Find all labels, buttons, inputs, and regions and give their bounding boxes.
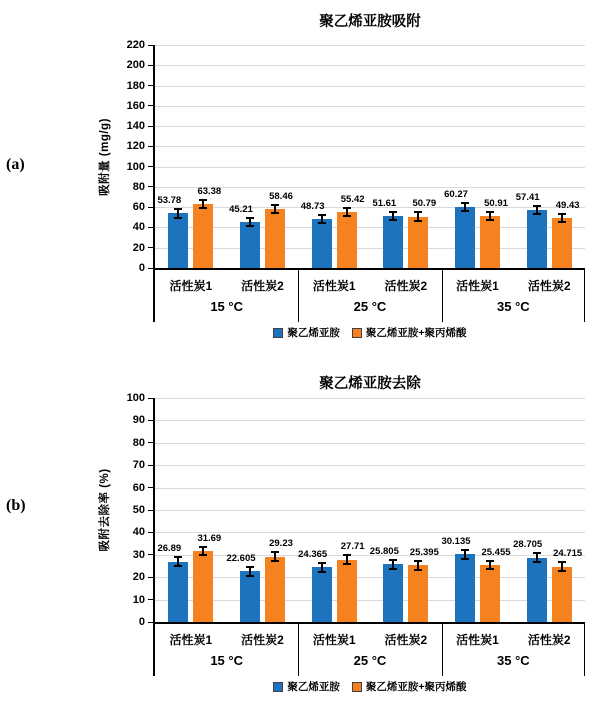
gridline <box>155 227 585 228</box>
category-label: 活性炭1 <box>312 279 356 293</box>
temperature-group-label: 35 °C <box>496 299 530 314</box>
bar-series1 <box>455 554 475 622</box>
error-bar-cap-bottom <box>199 207 207 209</box>
error-bar-cap-bottom <box>558 221 566 223</box>
y-axis-tick-label: 20 <box>132 571 145 584</box>
error-bar-cap-bottom <box>533 561 541 563</box>
error-bar-cap-bottom <box>414 569 422 571</box>
bar-series1 <box>527 210 547 268</box>
error-bar-cap-bottom <box>246 225 254 227</box>
category-separator <box>298 624 299 676</box>
error-bar-cap-bottom <box>461 558 469 560</box>
series1-legend-label: 聚乙烯亚胺 <box>287 327 340 339</box>
gridline <box>155 510 585 511</box>
y-axis-tick <box>148 186 153 187</box>
bar-series1 <box>383 216 403 268</box>
error-bar-cap-bottom <box>414 220 422 222</box>
bar-series1 <box>312 219 332 268</box>
bar-series2 <box>408 217 428 268</box>
y-axis-tick-label: 220 <box>126 39 145 51</box>
error-bar-cap-bottom <box>318 222 326 224</box>
bar-value-label: 53.78 <box>157 195 182 207</box>
error-bar-cap-top <box>533 205 541 207</box>
y-axis-tick <box>148 85 153 86</box>
gridline <box>155 600 585 601</box>
bar-series1 <box>312 567 332 622</box>
y-axis-tick-label: 80 <box>132 436 145 449</box>
error-bar-cap-bottom <box>174 217 182 219</box>
temperature-group-label: 15 °C <box>210 653 243 668</box>
chart-removal-plot-area <box>153 398 585 624</box>
error-bar-cap-top <box>389 211 397 213</box>
gridline <box>155 167 585 168</box>
category-separator <box>584 624 585 676</box>
bar-value-label: 63.38 <box>197 185 222 197</box>
y-axis-tick-label: 100 <box>126 160 145 173</box>
bar-value-label: 26.89 <box>157 543 182 555</box>
panel-b-label: (b) <box>6 497 26 514</box>
bar-value-label: 29.23 <box>269 538 293 550</box>
bar-value-label: 30.135 <box>441 536 471 548</box>
error-bar-cap-bottom <box>558 570 566 572</box>
y-axis-tick <box>148 126 153 127</box>
error-bar-cap-top <box>174 556 182 558</box>
temperature-group-label: 35 °C <box>496 653 530 668</box>
error-bar-cap-top <box>318 562 326 564</box>
y-axis-tick-label: 10 <box>132 593 145 606</box>
series2-legend-label: 聚乙烯亚胺+聚丙烯酸 <box>365 327 467 339</box>
gridline <box>155 126 585 127</box>
y-axis-tick-label: 30 <box>132 548 145 561</box>
gridline <box>155 398 585 399</box>
y-axis-tick-label: 20 <box>132 241 145 254</box>
bar-value-label: 28.705 <box>513 539 543 551</box>
error-bar-cap-top <box>318 214 326 216</box>
bar-series1 <box>383 564 403 622</box>
y-axis-tick <box>148 465 153 466</box>
gridline <box>155 488 585 489</box>
error-bar-cap-bottom <box>343 215 351 217</box>
error-bar-cap-top <box>389 559 397 561</box>
gridline <box>155 86 585 87</box>
y-axis-tick-label: 160 <box>126 99 145 112</box>
bar-value-label: 55.42 <box>340 193 365 205</box>
bar-series2 <box>337 560 357 622</box>
y-axis-tick-label: 60 <box>132 201 145 214</box>
category-label: 活性炭2 <box>241 633 284 647</box>
bar-series1 <box>240 222 260 268</box>
error-bar-cap-top <box>414 560 422 562</box>
legend-item-series1 <box>273 679 340 694</box>
y-axis-tick-label: 40 <box>132 221 145 234</box>
category-label: 活性炭2 <box>241 279 284 293</box>
gridline <box>155 420 585 421</box>
bar-series1 <box>455 207 475 268</box>
bar-value-label: 60.27 <box>444 188 468 200</box>
error-bar-cap-bottom <box>486 568 494 570</box>
bar-value-label: 31.69 <box>197 532 222 544</box>
bar-series2 <box>337 212 357 268</box>
chart-removal-y-axis-title: 吸附去除率 (%) <box>99 468 111 552</box>
error-bar-cap-bottom <box>271 560 279 562</box>
y-axis-tick <box>148 599 153 600</box>
bar-value-label: 51.61 <box>372 197 397 209</box>
gridline <box>155 65 585 66</box>
y-axis-tick-label: 80 <box>132 180 145 193</box>
error-bar-cap-bottom <box>199 554 207 556</box>
category-label: 活性炭2 <box>384 279 428 293</box>
gridline <box>155 207 585 208</box>
bar-series1 <box>168 213 188 268</box>
chart-adsorption <box>0 0 600 350</box>
series1-legend-label: 聚乙烯亚胺 <box>287 681 340 693</box>
error-bar-cap-bottom <box>174 565 182 567</box>
error-bar-cap-top <box>246 566 254 568</box>
bar-value-label: 25.805 <box>369 545 399 557</box>
category-separator <box>584 270 585 322</box>
error-bar-cap-top <box>558 213 566 215</box>
gridline <box>155 465 585 466</box>
category-separator <box>442 270 443 322</box>
y-axis-tick-label: 0 <box>138 262 145 274</box>
gridline <box>155 443 585 444</box>
y-axis-tick <box>148 268 153 269</box>
y-axis-tick-label: 0 <box>138 616 145 628</box>
y-axis-tick <box>148 510 153 511</box>
error-bar-cap-bottom <box>343 563 351 565</box>
y-axis-tick-label: 120 <box>126 140 145 153</box>
error-bar-cap-top <box>246 217 254 219</box>
error-bar-cap-top <box>486 211 494 213</box>
bar-value-label: 50.79 <box>412 198 437 210</box>
error-bar-cap-bottom <box>533 213 541 215</box>
error-bar-cap-top <box>174 208 182 210</box>
series1-swatch <box>273 328 283 338</box>
category-label: 活性炭2 <box>527 279 571 293</box>
error-bar-cap-bottom <box>461 210 469 212</box>
series2-swatch <box>352 682 362 692</box>
legend-item-series2 <box>352 325 467 340</box>
bar-series2 <box>265 209 285 268</box>
y-axis-tick-label: 200 <box>126 59 145 72</box>
category-separator <box>153 270 155 322</box>
gridline <box>155 45 585 46</box>
y-axis-tick <box>148 487 153 488</box>
y-axis-tick-label: 90 <box>132 414 145 427</box>
error-bar-cap-bottom <box>389 219 397 221</box>
error-bar-cap-top <box>486 560 494 562</box>
gridline <box>155 248 585 249</box>
y-axis-tick-label: 140 <box>126 120 145 133</box>
error-bar-cap-bottom <box>389 568 397 570</box>
error-bar-cap-top <box>199 199 207 201</box>
y-axis-tick-label: 40 <box>132 526 145 539</box>
panel-a-label: (a) <box>6 156 25 173</box>
bar-value-label: 57.41 <box>515 191 540 203</box>
legend-item-series2 <box>352 679 467 694</box>
error-bar-cap-top <box>533 552 541 554</box>
y-axis-tick-label: 70 <box>132 459 145 472</box>
y-axis-tick-label: 180 <box>126 79 145 92</box>
bar-series2 <box>480 216 500 268</box>
error-bar-cap-top <box>343 207 351 209</box>
y-axis-tick <box>148 532 153 533</box>
bar-series2 <box>480 565 500 622</box>
bar-series2 <box>193 204 213 268</box>
bar-value-label: 22.605 <box>226 552 256 564</box>
y-axis-tick <box>148 398 153 399</box>
error-bar-cap-top <box>558 561 566 563</box>
y-axis-tick <box>148 554 153 555</box>
error-bar-cap-bottom <box>318 571 326 573</box>
chart-adsorption-y-axis-title: 吸附量 (mg/g) <box>99 118 111 196</box>
y-axis-tick <box>148 577 153 578</box>
series1-swatch <box>273 682 283 692</box>
bar-series2 <box>193 551 213 622</box>
temperature-group-label: 15 °C <box>210 299 243 314</box>
y-axis-tick <box>148 166 153 167</box>
bar-value-label: 45.21 <box>229 204 253 216</box>
error-bar-cap-top <box>414 211 422 213</box>
error-bar-cap-top <box>271 551 279 553</box>
y-axis-tick <box>148 622 153 623</box>
chart-adsorption-plot-area <box>153 45 585 270</box>
bar-series1 <box>527 558 547 622</box>
y-axis-tick <box>148 442 153 443</box>
bar-series2 <box>552 567 572 622</box>
category-label: 活性炭1 <box>312 633 356 647</box>
chart-adsorption-legend <box>155 325 585 340</box>
bar-value-label: 58.46 <box>269 190 293 202</box>
y-axis-tick-label: 50 <box>132 504 145 516</box>
bar-value-label: 24.715 <box>553 548 583 560</box>
error-bar-cap-bottom <box>486 219 494 221</box>
chart-adsorption-title: 聚乙烯亚胺吸附 <box>319 14 421 30</box>
chart-removal-title: 聚乙烯亚胺去除 <box>319 376 421 392</box>
y-axis-tick <box>148 247 153 248</box>
category-label: 活性炭2 <box>527 633 571 647</box>
gridline <box>155 146 585 147</box>
y-axis-tick <box>148 45 153 46</box>
category-label: 活性炭1 <box>456 633 499 647</box>
gridline <box>155 577 585 578</box>
bar-value-label: 25.455 <box>481 546 511 558</box>
category-label: 活性炭1 <box>169 633 213 647</box>
y-axis-tick <box>148 207 153 208</box>
error-bar-cap-top <box>199 546 207 548</box>
y-axis-tick <box>148 420 153 421</box>
bar-value-label: 24.365 <box>298 548 328 560</box>
category-separator <box>442 624 443 676</box>
series2-legend-label: 聚乙烯亚胺+聚丙烯酸 <box>365 681 467 693</box>
error-bar-cap-bottom <box>271 212 279 214</box>
y-axis-tick <box>148 105 153 106</box>
error-bar-cap-top <box>461 202 469 204</box>
gridline <box>155 106 585 107</box>
bar-value-label: 27.71 <box>340 541 365 553</box>
legend-item-series1 <box>273 325 340 340</box>
bar-series1 <box>168 562 188 622</box>
y-axis-tick-label: 100 <box>126 392 145 404</box>
y-axis-tick <box>148 65 153 66</box>
y-axis-tick <box>148 146 153 147</box>
error-bar-cap-top <box>271 204 279 206</box>
category-label: 活性炭1 <box>456 279 499 293</box>
bar-value-label: 25.395 <box>409 546 439 558</box>
bar-series1 <box>240 571 260 622</box>
category-label: 活性炭2 <box>384 633 428 647</box>
y-axis-tick <box>148 227 153 228</box>
error-bar-cap-top <box>343 554 351 556</box>
temperature-group-label: 25 °C <box>353 299 387 314</box>
category-label: 活性炭1 <box>169 279 213 293</box>
bar-value-label: 49.43 <box>555 199 580 211</box>
bar-series2 <box>265 557 285 622</box>
error-bar-cap-top <box>461 549 469 551</box>
y-axis-tick-label: 60 <box>132 481 145 494</box>
temperature-group-label: 25 °C <box>353 653 387 668</box>
chart-removal <box>0 352 600 702</box>
error-bar-cap-bottom <box>246 575 254 577</box>
bar-series2 <box>552 218 572 268</box>
category-separator <box>298 270 299 322</box>
category-separator <box>153 624 155 676</box>
bar-value-label: 50.91 <box>484 198 508 210</box>
bar-value-label: 48.73 <box>300 200 325 212</box>
bar-series2 <box>408 565 428 622</box>
series2-swatch <box>352 328 362 338</box>
chart-removal-legend <box>155 679 585 694</box>
